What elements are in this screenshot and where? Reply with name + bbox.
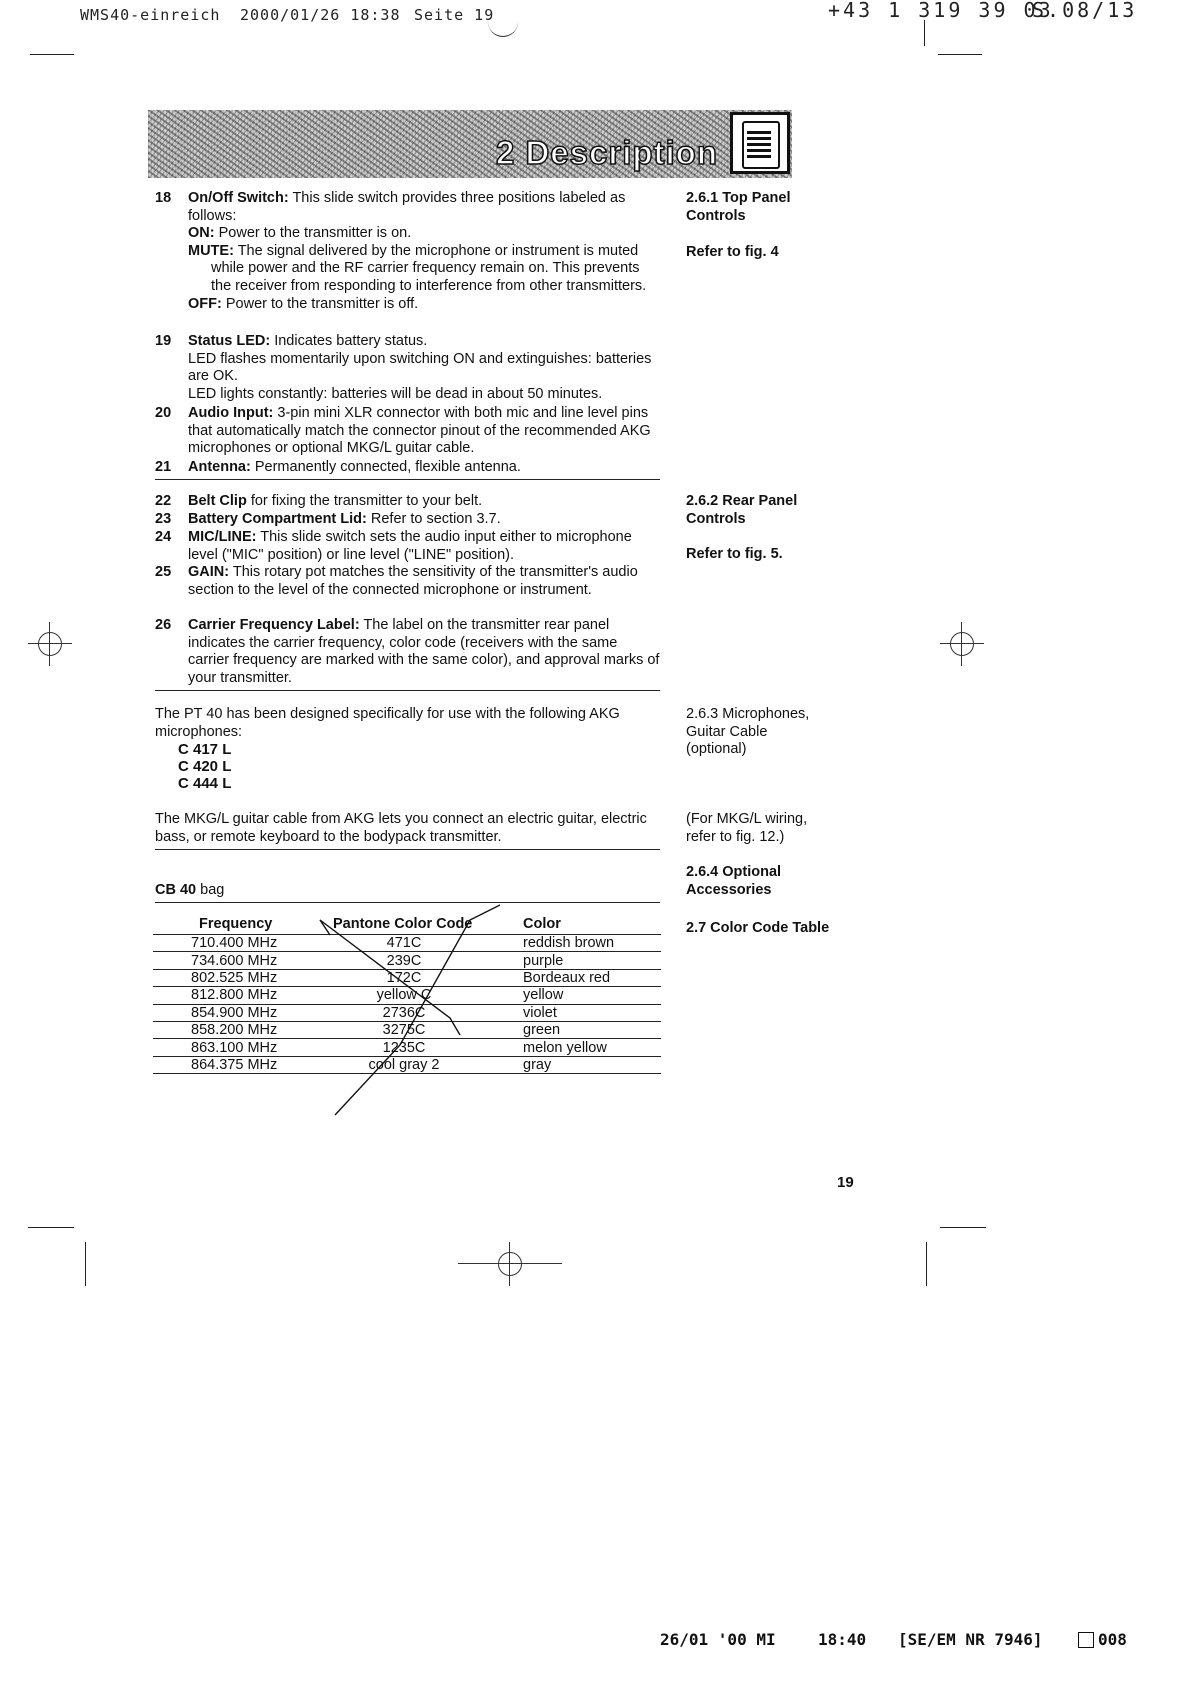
guitar-cable-text: The MKG/L guitar cable from AKG lets you connect an electric guitar, electric bass, or remote keyboard to the bodypack transmitter. bbox=[155, 811, 647, 845]
page-number: 19 bbox=[837, 1174, 854, 1191]
fax-footer-page: 008 bbox=[1098, 1630, 1127, 1649]
fax-header-sheet: S.08/13 bbox=[1032, 0, 1138, 22]
fax-footer-code: [SE/EM NR 7946] bbox=[898, 1630, 1043, 1649]
crop-mark bbox=[938, 54, 982, 55]
column-header: Pantone Color Code bbox=[313, 914, 493, 935]
handwritten-strike-marks bbox=[300, 900, 500, 1120]
item-number: 20 bbox=[155, 405, 172, 421]
item-text: Indicates battery status. bbox=[270, 333, 428, 349]
item-19 bbox=[155, 333, 660, 403]
item-number: 22 bbox=[155, 493, 172, 509]
fax-header-page-label: Seite 19 bbox=[414, 6, 495, 24]
item-text: This slide switch sets the audio input either to microphone level ("MIC" position) or line level ("LINE" position). bbox=[188, 529, 632, 563]
side-note-wiring: (For MKG/L wiring, refer to fig. 12.) bbox=[686, 811, 808, 845]
column-header: Frequency bbox=[153, 914, 313, 935]
item-number: 26 bbox=[155, 617, 172, 633]
fax-header-number: +43 1 319 39 03 bbox=[828, 0, 1054, 22]
crop-mark bbox=[940, 1227, 986, 1228]
switch-on-text: Power to the transmitter is on. bbox=[214, 225, 412, 242]
table-row: 802.525 MHz 172C Bordeaux red bbox=[153, 969, 661, 986]
section-banner bbox=[148, 110, 792, 178]
registration-mark-top bbox=[488, 18, 518, 37]
led-state-low: LED lights constantly: batteries will be dead in about 50 minutes. bbox=[188, 385, 603, 402]
crop-mark bbox=[85, 1242, 86, 1286]
item-label: On/Off Switch: bbox=[188, 190, 289, 206]
side-ref-rear-panel: Refer to fig. 5. bbox=[686, 546, 783, 562]
mic-model: C 417 L bbox=[178, 741, 232, 758]
crop-mark bbox=[924, 20, 925, 46]
item-26 bbox=[155, 617, 660, 687]
switch-off-label: OFF: bbox=[188, 295, 222, 312]
item-label: Audio Input: bbox=[188, 405, 274, 421]
switch-mute-text: The signal delivered by the microphone or instrument is muted while power and the RF carrier frequency remain on. This prevents the receiver from responding to interference from other transmitters. bbox=[211, 242, 647, 294]
fax-footer-date: 26/01 '00 MI bbox=[660, 1630, 776, 1649]
table-row: 710.400 MHz 471C reddish brown bbox=[153, 935, 661, 952]
crop-mark bbox=[926, 1242, 927, 1286]
bag-accessory: CB 40 bag bbox=[155, 882, 225, 898]
item-text: 3-pin mini XLR connector with both mic and line level pins that automatically match the connector pinout of the recommended AKG microphones or optional MKG/L guitar cable. bbox=[188, 405, 651, 457]
registration-mark-bottom bbox=[488, 1242, 532, 1286]
column-header: Color bbox=[493, 914, 661, 935]
side-ref-top-panel: Refer to fig. 4 bbox=[686, 244, 779, 260]
microphones-intro: The PT 40 has been designed specifically for use with the following AKG microphones: bbox=[155, 706, 620, 740]
side-heading-color-code: 2.7 Color Code Table bbox=[686, 920, 830, 936]
side-heading-accessories: 2.6.4 Optional Accessories bbox=[686, 864, 782, 898]
item-label: Antenna: bbox=[188, 459, 251, 475]
divider bbox=[155, 690, 660, 691]
item-18 bbox=[155, 190, 660, 313]
mic-model: C 444 L bbox=[178, 775, 232, 792]
divider bbox=[155, 479, 660, 480]
item-number: 18 bbox=[155, 190, 172, 206]
item-text: for fixing the transmitter to your belt. bbox=[246, 493, 483, 509]
table-row: 863.100 MHz 1235C melon yellow bbox=[153, 1039, 661, 1056]
item-label: MIC/LINE: bbox=[188, 529, 257, 545]
item-number: 19 bbox=[155, 333, 172, 349]
fax-header-datetime: 2000/01/26 18:38 bbox=[240, 6, 401, 24]
mic-model: C 420 L bbox=[178, 758, 232, 775]
switch-on-label: ON: bbox=[188, 225, 215, 242]
section-title: 2 Description bbox=[495, 134, 718, 171]
fax-header-origin: WMS40-einreich bbox=[80, 6, 221, 24]
switch-off-text: Power to the transmitter is off. bbox=[221, 295, 419, 312]
side-heading-rear-panel: 2.6.2 Rear Panel Controls bbox=[686, 493, 798, 527]
item-25 bbox=[155, 564, 660, 599]
table-row: 734.600 MHz 239C purple bbox=[153, 952, 661, 969]
item-text: This slide switch provides three positions labeled as follows: bbox=[188, 190, 626, 224]
item-label: Belt Clip bbox=[188, 493, 247, 509]
item-text: Refer to section 3.7. bbox=[366, 511, 501, 527]
fax-footer-time: 18:40 bbox=[818, 1630, 867, 1649]
switch-mute-label: MUTE: bbox=[188, 242, 234, 259]
table-row: 854.900 MHz 2736C violet bbox=[153, 1004, 661, 1021]
item-text: The label on the transmitter rear panel indicates the carrier frequency, color code (receivers with the same carrier frequency are marked with the same color), and approval marks of your transmitter. bbox=[188, 617, 660, 686]
crop-mark bbox=[30, 54, 74, 55]
item-number: 21 bbox=[155, 459, 172, 475]
registration-mark-right bbox=[940, 622, 984, 666]
item-text: This rotary pot matches the sensitivity of the transmitter's audio section to the level of the connected microphone or instrument. bbox=[188, 564, 638, 598]
table-row: 858.200 MHz 3275C green bbox=[153, 1021, 661, 1038]
fax-page-icon bbox=[1078, 1632, 1094, 1648]
crop-mark bbox=[28, 1227, 74, 1228]
registration-mark-left bbox=[28, 622, 72, 666]
item-21 bbox=[155, 459, 660, 477]
item-20 bbox=[155, 405, 660, 458]
item-number: 25 bbox=[155, 564, 172, 580]
item-number: 23 bbox=[155, 511, 172, 527]
item-label: Status LED: bbox=[188, 333, 271, 349]
side-heading-top-panel: 2.6.1 Top Panel Controls bbox=[686, 190, 791, 224]
item-label: Carrier Frequency Label: bbox=[188, 617, 360, 633]
item-number: 24 bbox=[155, 529, 172, 545]
item-23 bbox=[155, 511, 660, 529]
item-text: Permanently connected, flexible antenna. bbox=[250, 459, 521, 475]
document-icon bbox=[730, 112, 790, 174]
item-22 bbox=[155, 493, 660, 511]
led-state-ok: LED flashes momentarily upon switching ON and extinguishes: batteries are OK. bbox=[188, 350, 652, 385]
table-row: 864.375 MHz cool gray 2 gray bbox=[153, 1056, 661, 1073]
side-heading-microphones: 2.6.3 Microphones, Guitar Cable (optional) bbox=[686, 706, 810, 758]
item-label: GAIN: bbox=[188, 564, 230, 580]
item-label: Battery Compartment Lid: bbox=[188, 511, 367, 527]
table-row: 812.800 MHz yellow C yellow bbox=[153, 987, 661, 1004]
divider bbox=[155, 849, 660, 850]
item-24 bbox=[155, 529, 660, 564]
